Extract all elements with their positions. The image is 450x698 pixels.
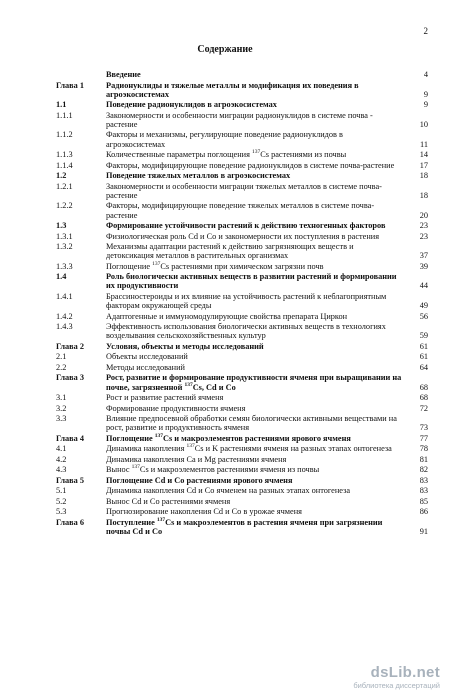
toc-page-number: 23: [419, 231, 428, 241]
toc-section-title: Закономерности и особенности миграции тяжелых металлов в системе почва-растение: [106, 181, 382, 200]
toc-row: [56, 486, 428, 495]
toc-row: [56, 393, 428, 402]
toc-page-number: 11: [420, 139, 428, 149]
toc-page-number: 59: [419, 331, 428, 341]
toc-row: [56, 507, 428, 516]
toc-page-number: 49: [419, 301, 428, 311]
toc-section-title: Поступление $^{137}$Cs и макроэлементов в растения ячменя при загрязнении почвы Cd и Co: [106, 516, 383, 536]
toc-section-number: 1.3: [56, 221, 67, 231]
toc-row: [56, 171, 428, 180]
toc-section-number: 1.3.2: [56, 242, 73, 252]
toc-section-title: Вынос Cd и Co растениями ячменя: [106, 496, 231, 506]
toc-section-title: Поглощение $^{137}$Cs и макроэлементов растениями ярового ячменя: [106, 432, 351, 443]
toc-page-number: 64: [419, 362, 428, 372]
toc-section-number: 1.1.3: [56, 150, 73, 160]
toc-section-number: 1.4.1: [56, 291, 73, 301]
toc-section-title: Методы исследований: [106, 362, 185, 372]
toc-row: [56, 363, 428, 372]
toc-section-title: Условия, объекты и методы исследований: [106, 341, 264, 351]
toc-section-number: Глава 2: [56, 341, 84, 351]
toc-row: [56, 455, 428, 464]
toc-section-number: Глава 1: [56, 80, 84, 90]
toc-section-number: 3.2: [56, 403, 67, 413]
toc-section-number: 1.1.4: [56, 160, 73, 170]
toc-page-number: 10: [419, 119, 428, 129]
toc-page-number: 20: [419, 210, 428, 220]
toc-section-title: Поведение радионуклидов в агроэкосистемах: [106, 100, 277, 110]
toc-row: [56, 130, 428, 148]
toc-row: [56, 434, 428, 443]
toc-section-number: 4.2: [56, 454, 67, 464]
toc-section-title: Брассиностероиды и их влияние на устойчивость растений к неблагоприятным факторам окружающей среды: [106, 291, 387, 311]
toc-section-title: Факторы, модифицирующие поведение тяжелых металлов в системе почва-растение: [106, 201, 375, 220]
toc-section-title: Адаптогенные и иммуномодулирующие свойства препарата Циркон: [106, 311, 348, 321]
toc-section-number: 1.3.1: [56, 231, 73, 241]
toc-row: [56, 201, 428, 219]
toc-row: [56, 150, 428, 159]
page-title: Содержание: [197, 44, 253, 55]
toc-section-title: Динамика накопления $^{137}$Cs и K растениями ячменя на разных этапах онтогенеза: [106, 443, 392, 454]
toc-page-number: 37: [419, 251, 428, 261]
toc-section-number: Глава 3: [56, 373, 84, 383]
toc-section-title: Объекты исследований: [106, 352, 188, 362]
toc-row: [56, 100, 428, 109]
toc-section-number: 5.3: [56, 507, 67, 517]
toc-page-number: 18: [419, 171, 428, 181]
dslib-watermark: [322, 664, 440, 690]
toc-row: [56, 70, 428, 79]
toc-section-number: 5.2: [56, 496, 67, 506]
toc-row: [56, 111, 428, 129]
toc-section-title: Формирование устойчивости растений к действию техногенных факторов: [106, 221, 386, 231]
toc-section-title: Прогнозирование накопления Cd и Co в урожае ячменя: [106, 507, 302, 517]
toc-page-number: 39: [419, 261, 428, 271]
toc-page-number: 68: [419, 382, 428, 392]
toc-page-number: 82: [419, 465, 428, 475]
toc-page-number: 44: [419, 281, 428, 291]
toc-page-number: 17: [419, 160, 428, 170]
toc-page-number: 9: [423, 89, 428, 99]
toc-section-number: 2.2: [56, 362, 67, 372]
toc-page-number: 73: [419, 423, 428, 433]
toc-section-number: 1.2.2: [56, 201, 73, 211]
toc-section-number: 4.3: [56, 465, 67, 475]
toc-section-number: Глава 4: [56, 433, 84, 443]
toc-row: [56, 81, 428, 99]
toc-row: [56, 221, 428, 230]
toc-page-number: 81: [419, 454, 428, 464]
toc-row: [56, 465, 428, 474]
toc-section-title: Роль биологически активных веществ в развитии растений и формировании их продуктивности: [106, 272, 397, 291]
toc-page-number: 4: [423, 70, 428, 79]
toc-section-title: Закономерности и особенности миграции радионуклидов в системе почва - растение: [106, 110, 373, 129]
toc-section-title: Количественные параметры поглощения $^{137}$Cs растениями из почвы: [106, 149, 347, 160]
toc-section-title: Механизмы адаптации растений к действию загрязняющих веществ и детоксикация металлов в растительных организмах: [106, 242, 354, 261]
toc-page-number: 72: [419, 403, 428, 413]
toc-section-number: 5.1: [56, 486, 67, 496]
toc-section-title: Факторы, модифицирующие поведение радионуклидов в системе почва-растение: [106, 160, 395, 170]
toc-section-title: Вынос $^{137}$Cs и макроэлементов растениями ячменя из почвы: [106, 464, 320, 475]
toc-row: [56, 232, 428, 241]
toc-row: [56, 414, 428, 432]
toc-page-number: 77: [419, 433, 428, 443]
toc-section-number: Глава 5: [56, 475, 84, 485]
toc-section-title: Динамика накопления Cd и Co ячменем на разных этапах онтогенеза: [106, 486, 351, 496]
toc-section-title: Физиологическая роль Cd и Co и закономерности их поступления в растения: [106, 231, 380, 241]
toc-section-number: 1.1.1: [56, 110, 73, 120]
watermark-subtitle: библиотека диссертаций: [353, 681, 440, 690]
toc-row: [56, 404, 428, 413]
toc-page-number: 83: [419, 475, 428, 485]
toc-page-number: 78: [419, 444, 428, 454]
toc-row: [56, 373, 428, 391]
toc-row: [56, 518, 428, 536]
toc-row: [56, 161, 428, 170]
toc-page-number: 56: [419, 311, 428, 321]
toc-page-number: 85: [419, 496, 428, 506]
toc-page-number: 9: [423, 100, 428, 110]
toc-section-number: 4.1: [56, 444, 67, 454]
toc-section-title: Влияние предпосевной обработки семян биологически активными веществами на рост, развитие и продуктивность ячменя: [106, 414, 397, 433]
toc-section-title: Введение: [106, 70, 141, 79]
toc-page-number: 86: [419, 507, 428, 517]
toc-section-number: Глава 6: [56, 517, 84, 527]
toc-row: [56, 322, 428, 340]
toc-section-number: 1.4: [56, 272, 67, 282]
toc-section-title: Динамика накопления Ca и Mg растениями ячменя: [106, 454, 287, 464]
toc-section-title: Эффективность использования биологически активных веществ в технологиях возделывания сельскохозяйственных культур: [106, 322, 386, 341]
toc-page-number: 68: [419, 393, 428, 403]
toc-section-number: 1.1.2: [56, 130, 73, 140]
toc-section-title: Поглощение $^{137}$Cs растениями при химическом загрязни почв: [106, 260, 324, 271]
toc-section-number: 3.1: [56, 393, 67, 403]
toc-page-number: 91: [419, 526, 428, 536]
watermark-logo: dsLib.net: [370, 664, 440, 681]
toc-section-number: 1.1: [56, 100, 67, 110]
toc-section-number: 3.3: [56, 414, 67, 424]
toc-section-title: Формирование продуктивности ячменя: [106, 403, 246, 413]
toc-section-title: Рост и развитие растений ячменя: [106, 393, 224, 403]
toc-row: [56, 497, 428, 506]
toc-row: [56, 312, 428, 321]
toc-page-number: 61: [419, 352, 428, 362]
toc-section-title: Радионуклиды и тяжелые металлы и модификация их поведения в агроэкосистемах: [106, 80, 359, 99]
toc-row: [56, 242, 428, 260]
toc-section-title: Поведение тяжелых металлов в агроэкосистемах: [106, 171, 291, 181]
toc-section-number: 1.3.3: [56, 261, 73, 271]
toc-section-number: 1.4.2: [56, 311, 73, 321]
toc-page-number: 23: [419, 221, 428, 231]
toc-page-number: 18: [419, 190, 428, 200]
page-number: 2: [423, 26, 428, 36]
toc-section-number: 1.4.3: [56, 322, 73, 332]
toc-section-number: 1.2: [56, 171, 67, 181]
toc-row: [56, 182, 428, 200]
toc-page-number: 14: [419, 150, 428, 160]
toc-row: [56, 352, 428, 361]
toc-section-title: Рост, развитие и формирование продуктивности ячменя при выращивании на почве, загрязненной $^{137}$Cs, Cd и Co: [106, 373, 402, 392]
toc-section-number: 2.1: [56, 352, 67, 362]
toc-section-title: Факторы и механизмы, регулирующие поведение радионуклидов в агроэкосистемах: [106, 130, 343, 149]
toc-row: [56, 272, 428, 290]
toc-row: [56, 262, 428, 271]
toc-section-number: 1.2.1: [56, 181, 73, 191]
toc-page-number: 83: [419, 486, 428, 496]
toc-row: [56, 476, 428, 485]
table-of-contents: [56, 70, 428, 537]
toc-section-title: Поглощение Cd и Co растениями ярового ячменя: [106, 475, 293, 485]
toc-row: [56, 444, 428, 453]
toc-row: [56, 342, 428, 351]
toc-page-number: 61: [419, 341, 428, 351]
toc-row: [56, 292, 428, 310]
